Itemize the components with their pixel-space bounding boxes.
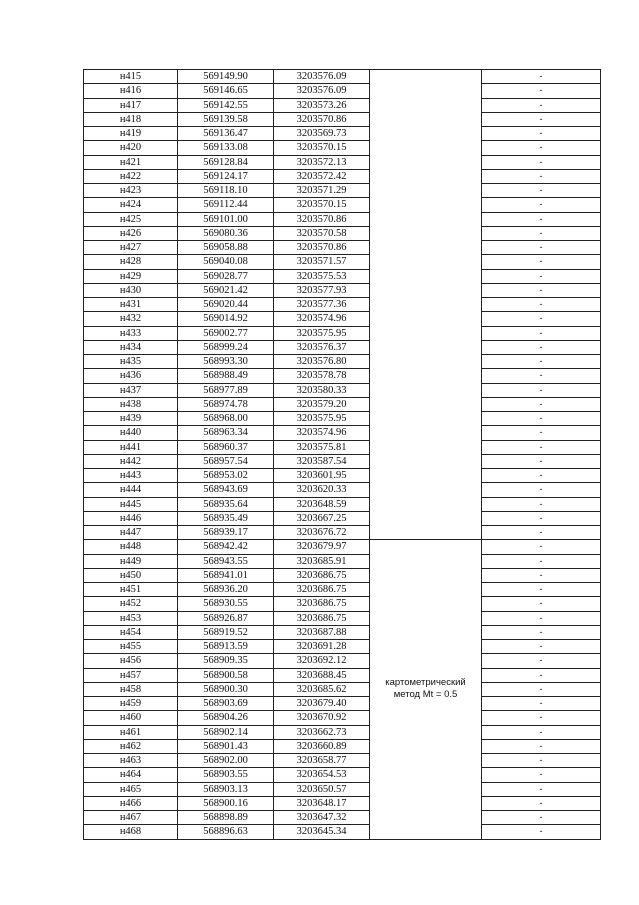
- y-coordinate-cell: 3203667.25: [274, 511, 370, 525]
- point-id-cell: н418: [84, 112, 178, 126]
- x-coordinate-cell: 569020.44: [178, 298, 274, 312]
- x-coordinate-cell: 569101.00: [178, 212, 274, 226]
- note-cell: -: [482, 84, 601, 98]
- point-id-cell: н439: [84, 412, 178, 426]
- point-id-cell: н463: [84, 754, 178, 768]
- y-coordinate-cell: 3203570.86: [274, 241, 370, 255]
- table-row: [84, 269, 601, 283]
- x-coordinate-cell: 568936.20: [178, 583, 274, 597]
- point-id-cell: н464: [84, 768, 178, 782]
- note-cell: -: [482, 326, 601, 340]
- note-cell: -: [482, 184, 601, 198]
- point-id-cell: н457: [84, 668, 178, 682]
- note-cell: -: [482, 540, 601, 554]
- point-id-cell: н444: [84, 483, 178, 497]
- point-id-cell: н467: [84, 811, 178, 825]
- point-id-cell: н449: [84, 554, 178, 568]
- note-cell: -: [482, 754, 601, 768]
- y-coordinate-cell: 3203676.72: [274, 526, 370, 540]
- point-id-cell: н424: [84, 198, 178, 212]
- point-id-cell: н420: [84, 141, 178, 155]
- x-coordinate-cell: 569128.84: [178, 155, 274, 169]
- point-id-cell: н450: [84, 568, 178, 582]
- y-coordinate-cell: 3203686.75: [274, 568, 370, 582]
- y-coordinate-cell: 3203650.57: [274, 782, 370, 796]
- point-id-cell: н433: [84, 326, 178, 340]
- table-row: [84, 212, 601, 226]
- x-coordinate-cell: 568903.55: [178, 768, 274, 782]
- y-coordinate-cell: 3203692.12: [274, 654, 370, 668]
- y-coordinate-cell: 3203691.28: [274, 640, 370, 654]
- point-id-cell: н423: [84, 184, 178, 198]
- x-coordinate-cell: 569139.58: [178, 112, 274, 126]
- note-cell: -: [482, 397, 601, 411]
- point-id-cell: н446: [84, 511, 178, 525]
- y-coordinate-cell: 3203620.33: [274, 483, 370, 497]
- note-cell: -: [482, 226, 601, 240]
- point-id-cell: н453: [84, 611, 178, 625]
- table-row: [84, 754, 601, 768]
- point-id-cell: н447: [84, 526, 178, 540]
- y-coordinate-cell: 3203576.09: [274, 84, 370, 98]
- x-coordinate-cell: 568999.24: [178, 340, 274, 354]
- note-cell: -: [482, 269, 601, 283]
- note-cell: -: [482, 369, 601, 383]
- note-cell: -: [482, 127, 601, 141]
- y-coordinate-cell: 3203570.58: [274, 226, 370, 240]
- x-coordinate-cell: 569040.08: [178, 255, 274, 269]
- table-row: [84, 654, 601, 668]
- table-row: [84, 255, 601, 269]
- y-coordinate-cell: 3203686.75: [274, 597, 370, 611]
- note-cell: -: [482, 554, 601, 568]
- coordinates-table-body: [84, 70, 601, 840]
- table-row: [84, 768, 601, 782]
- y-coordinate-cell: 3203601.95: [274, 469, 370, 483]
- x-coordinate-cell: 568904.26: [178, 711, 274, 725]
- x-coordinate-cell: 569058.88: [178, 241, 274, 255]
- table-row: [84, 326, 601, 340]
- table-row: [84, 226, 601, 240]
- table-row: [84, 568, 601, 582]
- y-coordinate-cell: 3203654.53: [274, 768, 370, 782]
- note-cell: -: [482, 412, 601, 426]
- point-id-cell: н417: [84, 98, 178, 112]
- table-row: [84, 825, 601, 839]
- point-id-cell: н456: [84, 654, 178, 668]
- point-id-cell: н448: [84, 540, 178, 554]
- x-coordinate-cell: 568963.34: [178, 426, 274, 440]
- note-cell: -: [482, 497, 601, 511]
- table-row: [84, 397, 601, 411]
- note-cell: -: [482, 483, 601, 497]
- y-coordinate-cell: 3203688.45: [274, 668, 370, 682]
- y-coordinate-cell: 3203687.88: [274, 625, 370, 639]
- note-cell: -: [482, 711, 601, 725]
- note-cell: -: [482, 768, 601, 782]
- x-coordinate-cell: 569118.10: [178, 184, 274, 198]
- y-coordinate-cell: 3203575.53: [274, 269, 370, 283]
- x-coordinate-cell: 569124.17: [178, 169, 274, 183]
- table-row: [84, 739, 601, 753]
- x-coordinate-cell: 568968.00: [178, 412, 274, 426]
- note-cell: -: [482, 739, 601, 753]
- table-row: [84, 625, 601, 639]
- table-row: [84, 369, 601, 383]
- x-coordinate-cell: 568943.69: [178, 483, 274, 497]
- x-coordinate-cell: 568960.37: [178, 440, 274, 454]
- y-coordinate-cell: 3203574.96: [274, 312, 370, 326]
- point-id-cell: н455: [84, 640, 178, 654]
- note-cell: -: [482, 796, 601, 810]
- point-id-cell: н425: [84, 212, 178, 226]
- y-coordinate-cell: 3203572.13: [274, 155, 370, 169]
- table-row: [84, 796, 601, 810]
- x-coordinate-cell: 568941.01: [178, 568, 274, 582]
- x-coordinate-cell: 568974.78: [178, 397, 274, 411]
- point-id-cell: н422: [84, 169, 178, 183]
- point-id-cell: н462: [84, 739, 178, 753]
- x-coordinate-cell: 569136.47: [178, 127, 274, 141]
- point-id-cell: н421: [84, 155, 178, 169]
- table-row: [84, 426, 601, 440]
- method-accuracy: метод Mt = 0.5: [393, 689, 458, 701]
- y-coordinate-cell: 3203570.86: [274, 112, 370, 126]
- y-coordinate-cell: 3203587.54: [274, 454, 370, 468]
- x-coordinate-cell: 568935.64: [178, 497, 274, 511]
- point-id-cell: н426: [84, 226, 178, 240]
- note-cell: -: [482, 255, 601, 269]
- point-id-cell: н415: [84, 70, 178, 84]
- table-row: [84, 70, 601, 84]
- x-coordinate-cell: 568896.63: [178, 825, 274, 839]
- point-id-cell: н443: [84, 469, 178, 483]
- table-row: [84, 583, 601, 597]
- note-cell: -: [482, 98, 601, 112]
- note-cell: -: [482, 526, 601, 540]
- y-coordinate-cell: 3203574.96: [274, 426, 370, 440]
- x-coordinate-cell: 568900.58: [178, 668, 274, 682]
- y-coordinate-cell: 3203575.95: [274, 326, 370, 340]
- y-coordinate-cell: 3203645.34: [274, 825, 370, 839]
- y-coordinate-cell: 3203647.32: [274, 811, 370, 825]
- table-row: [84, 184, 601, 198]
- note-cell: -: [482, 654, 601, 668]
- x-coordinate-cell: 568926.87: [178, 611, 274, 625]
- table-row: [84, 697, 601, 711]
- x-coordinate-cell: 568903.13: [178, 782, 274, 796]
- x-coordinate-cell: 568930.55: [178, 597, 274, 611]
- x-coordinate-cell: 569014.92: [178, 312, 274, 326]
- note-cell: -: [482, 640, 601, 654]
- y-coordinate-cell: 3203575.81: [274, 440, 370, 454]
- table-row: [84, 711, 601, 725]
- note-cell: -: [482, 198, 601, 212]
- y-coordinate-cell: 3203686.75: [274, 611, 370, 625]
- point-id-cell: н451: [84, 583, 178, 597]
- x-coordinate-cell: 569080.36: [178, 226, 274, 240]
- y-coordinate-cell: 3203648.59: [274, 497, 370, 511]
- note-cell: -: [482, 568, 601, 582]
- y-coordinate-cell: 3203572.42: [274, 169, 370, 183]
- y-coordinate-cell: 3203569.73: [274, 127, 370, 141]
- point-id-cell: н468: [84, 825, 178, 839]
- y-coordinate-cell: 3203576.80: [274, 355, 370, 369]
- table-row: [84, 98, 601, 112]
- table-row: [84, 298, 601, 312]
- x-coordinate-cell: 568953.02: [178, 469, 274, 483]
- method-cell-empty: [370, 70, 482, 540]
- x-coordinate-cell: 568942.42: [178, 540, 274, 554]
- y-coordinate-cell: 3203570.15: [274, 141, 370, 155]
- note-cell: -: [482, 782, 601, 796]
- y-coordinate-cell: 3203685.62: [274, 682, 370, 696]
- table-row: [84, 725, 601, 739]
- note-cell: -: [482, 241, 601, 255]
- y-coordinate-cell: 3203573.26: [274, 98, 370, 112]
- point-id-cell: н445: [84, 497, 178, 511]
- note-cell: -: [482, 283, 601, 297]
- y-coordinate-cell: 3203571.57: [274, 255, 370, 269]
- point-id-cell: н427: [84, 241, 178, 255]
- table-row: [84, 668, 601, 682]
- table-row: [84, 198, 601, 212]
- point-id-cell: н431: [84, 298, 178, 312]
- y-coordinate-cell: 3203679.40: [274, 697, 370, 711]
- x-coordinate-cell: 568957.54: [178, 454, 274, 468]
- x-coordinate-cell: 568901.43: [178, 739, 274, 753]
- point-id-cell: н438: [84, 397, 178, 411]
- x-coordinate-cell: 568909.35: [178, 654, 274, 668]
- table-row: [84, 640, 601, 654]
- point-id-cell: н440: [84, 426, 178, 440]
- table-row: [84, 497, 601, 511]
- x-coordinate-cell: 569142.55: [178, 98, 274, 112]
- x-coordinate-cell: 568903.69: [178, 697, 274, 711]
- table-row: [84, 241, 601, 255]
- point-id-cell: н465: [84, 782, 178, 796]
- x-coordinate-cell: 568977.89: [178, 383, 274, 397]
- y-coordinate-cell: 3203685.91: [274, 554, 370, 568]
- table-row: [84, 454, 601, 468]
- note-cell: -: [482, 811, 601, 825]
- x-coordinate-cell: 569149.90: [178, 70, 274, 84]
- table-row: [84, 554, 601, 568]
- x-coordinate-cell: 568988.49: [178, 369, 274, 383]
- note-cell: -: [482, 469, 601, 483]
- table-row: [84, 540, 601, 554]
- note-cell: -: [482, 355, 601, 369]
- y-coordinate-cell: 3203580.33: [274, 383, 370, 397]
- x-coordinate-cell: 569002.77: [178, 326, 274, 340]
- point-id-cell: н430: [84, 283, 178, 297]
- point-id-cell: н459: [84, 697, 178, 711]
- point-id-cell: н460: [84, 711, 178, 725]
- y-coordinate-cell: 3203670.92: [274, 711, 370, 725]
- table-row: [84, 440, 601, 454]
- y-coordinate-cell: 3203577.36: [274, 298, 370, 312]
- x-coordinate-cell: 568902.14: [178, 725, 274, 739]
- point-id-cell: н458: [84, 682, 178, 696]
- point-id-cell: н452: [84, 597, 178, 611]
- table-row: [84, 169, 601, 183]
- table-row: [84, 283, 601, 297]
- note-cell: -: [482, 426, 601, 440]
- x-coordinate-cell: 568913.59: [178, 640, 274, 654]
- x-coordinate-cell: 569146.65: [178, 84, 274, 98]
- table-row: [84, 340, 601, 354]
- note-cell: -: [482, 825, 601, 839]
- x-coordinate-cell: 568902.00: [178, 754, 274, 768]
- y-coordinate-cell: 3203686.75: [274, 583, 370, 597]
- note-cell: -: [482, 725, 601, 739]
- x-coordinate-cell: 568993.30: [178, 355, 274, 369]
- table-row: [84, 526, 601, 540]
- note-cell: -: [482, 668, 601, 682]
- x-coordinate-cell: 568898.89: [178, 811, 274, 825]
- method-cell: [370, 540, 482, 839]
- point-id-cell: н466: [84, 796, 178, 810]
- table-row: [84, 469, 601, 483]
- note-cell: -: [482, 141, 601, 155]
- point-id-cell: н437: [84, 383, 178, 397]
- note-cell: -: [482, 312, 601, 326]
- table-row: [84, 511, 601, 525]
- note-cell: -: [482, 511, 601, 525]
- x-coordinate-cell: 568919.52: [178, 625, 274, 639]
- point-id-cell: н428: [84, 255, 178, 269]
- point-id-cell: н416: [84, 84, 178, 98]
- point-id-cell: н461: [84, 725, 178, 739]
- y-coordinate-cell: 3203570.15: [274, 198, 370, 212]
- note-cell: -: [482, 454, 601, 468]
- note-cell: -: [482, 169, 601, 183]
- point-id-cell: н454: [84, 625, 178, 639]
- note-cell: -: [482, 682, 601, 696]
- note-cell: -: [482, 583, 601, 597]
- table-row: [84, 782, 601, 796]
- y-coordinate-cell: 3203576.09: [274, 70, 370, 84]
- table-row: [84, 682, 601, 696]
- x-coordinate-cell: 568939.17: [178, 526, 274, 540]
- note-cell: -: [482, 112, 601, 126]
- y-coordinate-cell: 3203577.93: [274, 283, 370, 297]
- table-row: [84, 611, 601, 625]
- note-cell: -: [482, 155, 601, 169]
- note-cell: -: [482, 70, 601, 84]
- x-coordinate-cell: 568900.16: [178, 796, 274, 810]
- y-coordinate-cell: 3203658.77: [274, 754, 370, 768]
- point-id-cell: н435: [84, 355, 178, 369]
- table-row: [84, 127, 601, 141]
- note-cell: -: [482, 212, 601, 226]
- x-coordinate-cell: 569133.08: [178, 141, 274, 155]
- point-id-cell: н436: [84, 369, 178, 383]
- y-coordinate-cell: 3203579.20: [274, 397, 370, 411]
- y-coordinate-cell: 3203660.89: [274, 739, 370, 753]
- table-row: [84, 112, 601, 126]
- y-coordinate-cell: 3203578.78: [274, 369, 370, 383]
- table-row: [84, 483, 601, 497]
- table-row: [84, 141, 601, 155]
- point-id-cell: н429: [84, 269, 178, 283]
- point-id-cell: н442: [84, 454, 178, 468]
- table-row: [84, 312, 601, 326]
- x-coordinate-cell: 569112.44: [178, 198, 274, 212]
- point-id-cell: н432: [84, 312, 178, 326]
- table-row: [84, 155, 601, 169]
- y-coordinate-cell: 3203576.37: [274, 340, 370, 354]
- table-row: [84, 383, 601, 397]
- note-cell: -: [482, 440, 601, 454]
- x-coordinate-cell: 569021.42: [178, 283, 274, 297]
- table-row: [84, 811, 601, 825]
- note-cell: -: [482, 340, 601, 354]
- note-cell: -: [482, 697, 601, 711]
- table-row: [84, 355, 601, 369]
- table-row: [84, 84, 601, 98]
- y-coordinate-cell: 3203648.17: [274, 796, 370, 810]
- note-cell: -: [482, 298, 601, 312]
- table-row: [84, 412, 601, 426]
- y-coordinate-cell: 3203679.97: [274, 540, 370, 554]
- y-coordinate-cell: 3203575.95: [274, 412, 370, 426]
- x-coordinate-cell: 568935.49: [178, 511, 274, 525]
- note-cell: -: [482, 383, 601, 397]
- table-row: [84, 597, 601, 611]
- point-id-cell: н434: [84, 340, 178, 354]
- x-coordinate-cell: 568943.55: [178, 554, 274, 568]
- y-coordinate-cell: 3203571.29: [274, 184, 370, 198]
- point-id-cell: н441: [84, 440, 178, 454]
- coordinates-table: [83, 69, 601, 840]
- y-coordinate-cell: 3203662.73: [274, 725, 370, 739]
- x-coordinate-cell: 569028.77: [178, 269, 274, 283]
- note-cell: -: [482, 611, 601, 625]
- x-coordinate-cell: 568900.30: [178, 682, 274, 696]
- note-cell: -: [482, 625, 601, 639]
- note-cell: -: [482, 597, 601, 611]
- y-coordinate-cell: 3203570.86: [274, 212, 370, 226]
- point-id-cell: н419: [84, 127, 178, 141]
- method-name: картометрический: [385, 677, 466, 689]
